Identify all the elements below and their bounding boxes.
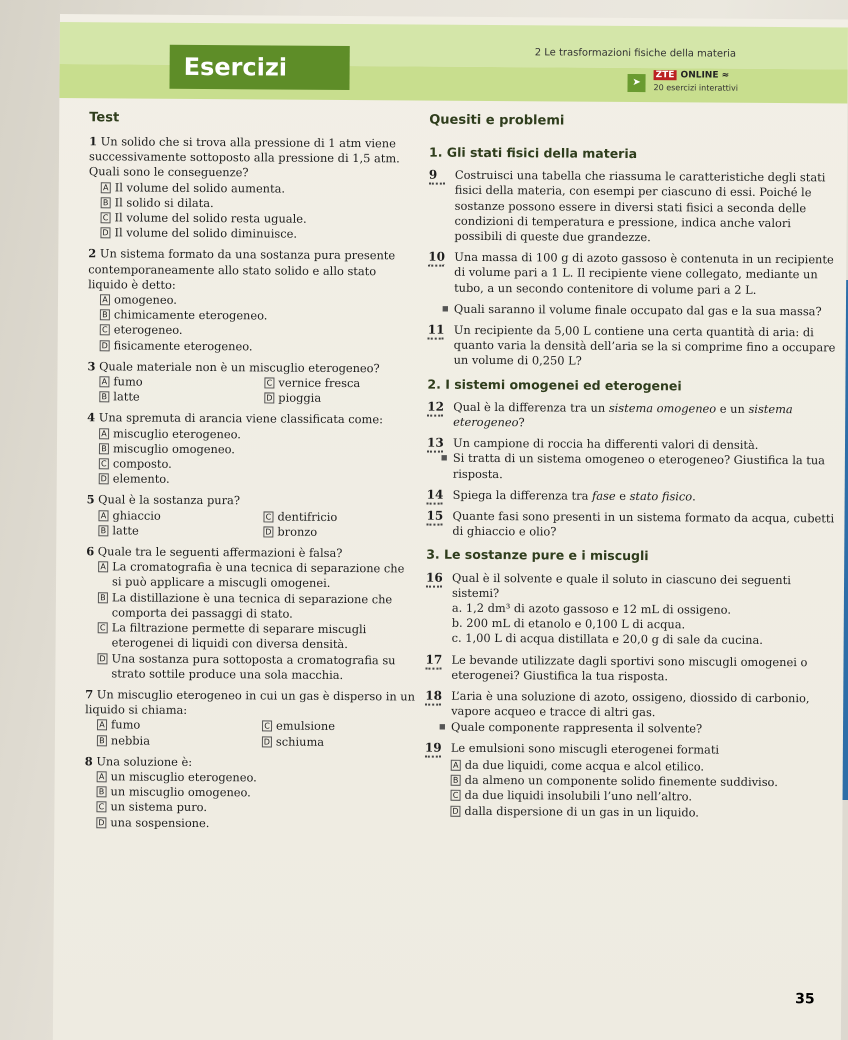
answer-option[interactable] bbox=[262, 734, 415, 750]
question-text: Quale materiale non è un miscuglio eterogeneo? bbox=[99, 359, 380, 376]
text-italic: sistema omogeneo bbox=[608, 400, 717, 416]
option-letter-box: C bbox=[98, 622, 108, 633]
option-label: da almeno un componente solido finemente suddiviso. bbox=[464, 772, 778, 790]
text-part: ? bbox=[518, 415, 525, 430]
option-letter-box: A bbox=[98, 510, 108, 521]
wifi-icon: ≈ bbox=[721, 70, 730, 81]
question-number: 16 bbox=[426, 570, 443, 585]
answer-option[interactable] bbox=[98, 523, 251, 539]
answer-option[interactable] bbox=[96, 815, 414, 832]
option-label: da due liquidi, come acqua e alcol etilico. bbox=[464, 757, 705, 774]
option-letter-box: B bbox=[101, 197, 111, 208]
question-stem bbox=[89, 134, 419, 182]
answer-option[interactable] bbox=[262, 719, 415, 735]
question-9 bbox=[428, 168, 839, 247]
option-letter-box: C bbox=[96, 802, 106, 813]
option-label: fumo bbox=[110, 717, 141, 732]
option-label: vernice fresca bbox=[278, 375, 361, 391]
question-18 bbox=[425, 689, 835, 722]
question-text: Un recipiente da 5,00 L contiene una certa quantità di aria: di quanto varia la densità dell’aria se la si comprime fino a occupare un volume di 0,250 L? bbox=[453, 322, 836, 369]
section-title: Esercizi bbox=[169, 45, 349, 90]
test-question-4 bbox=[87, 411, 418, 489]
question-text: Un solido che si trova alla pressione di 1 atm viene successivamente sottoposto alla pressione di 1,5 atm. Quali sono le conseguenze? bbox=[88, 134, 400, 180]
test-column bbox=[84, 134, 419, 838]
option-label: eterogeneo. bbox=[113, 322, 183, 338]
chapter-title: 2 Le trasformazioni fisiche della materia bbox=[534, 47, 737, 60]
answer-option[interactable] bbox=[450, 803, 834, 821]
question-number: 7 bbox=[85, 687, 94, 702]
question-text: Una massa di 100 g di azoto gassoso è contenuta in un recipiente di volume pari a 1 L. Il recipiente viene collegato, mediante un tubo, a un secondo contenitore di volume pari a 2 L. bbox=[454, 249, 834, 297]
subsection-heading-1: 1. Gli stati fisici della materia bbox=[428, 144, 638, 162]
question-14 bbox=[427, 487, 837, 505]
question-15 bbox=[426, 509, 836, 542]
question-number: 3 bbox=[87, 359, 96, 374]
online-subtitle: 20 esercizi interattivi bbox=[653, 83, 738, 93]
option-letter-box: A bbox=[99, 376, 109, 387]
question-12 bbox=[427, 399, 837, 432]
test-question-3 bbox=[87, 359, 417, 407]
text-part: Spiega la differenza tra bbox=[452, 487, 593, 503]
question-number: 2 bbox=[88, 246, 97, 261]
option-label: fisicamente eterogeneo. bbox=[113, 338, 253, 353]
option-letter-box: B bbox=[97, 735, 107, 746]
question-18-sub: ■ Quale componente rappresenta il solvente? bbox=[425, 719, 835, 737]
question-number: 17 bbox=[425, 652, 443, 667]
option-label: una sospensione. bbox=[110, 814, 210, 830]
option-letter-box: B bbox=[100, 310, 110, 321]
text-italic: stato fisico bbox=[629, 488, 693, 504]
option-label: emulsione bbox=[275, 718, 336, 734]
question-number: 6 bbox=[86, 544, 95, 559]
option-label: pioggia bbox=[278, 390, 322, 406]
answer-option[interactable] bbox=[99, 390, 252, 406]
option-letter-box: D bbox=[102, 228, 109, 238]
question-number: 11 bbox=[427, 322, 445, 337]
option-letter-box: B bbox=[97, 786, 107, 797]
option-label: Il volume del solido aumenta. bbox=[114, 179, 286, 196]
question-number: 8 bbox=[84, 753, 93, 768]
problems-heading: Quesiti e problemi bbox=[429, 112, 565, 129]
test-question-6 bbox=[85, 544, 416, 683]
problems-column bbox=[424, 137, 839, 822]
option-label: La filtrazione permette di separare miscugli eterogenei di liquidi con diversa densità. bbox=[111, 620, 367, 652]
options-row bbox=[86, 523, 416, 541]
question-number: 15 bbox=[426, 508, 444, 523]
option-label: La distillazione è una tecnica di separazione che comporta dei passaggi di stato. bbox=[111, 590, 393, 621]
question-16 bbox=[426, 570, 836, 603]
subsection-heading-2: 2. I sistemi omogenei ed eterogenei bbox=[427, 376, 682, 393]
option-letter-box: A bbox=[97, 771, 107, 782]
option-label: un miscuglio eterogeneo. bbox=[110, 769, 257, 785]
answer-option[interactable] bbox=[263, 524, 416, 540]
option-letter-box: B bbox=[98, 525, 108, 536]
question-text: Le emulsioni sono miscugli eterogenei formati bbox=[450, 740, 720, 757]
subsection-heading-3: 3. Le sostanze pure e i miscugli bbox=[426, 547, 649, 564]
answer-option[interactable] bbox=[264, 375, 417, 391]
question-17 bbox=[425, 652, 835, 685]
question-19 bbox=[425, 740, 835, 758]
online-label: ONLINE bbox=[680, 70, 719, 81]
option-label: Il volume del solido resta uguale. bbox=[114, 210, 307, 226]
question-text: Quale tra le seguenti affermazioni è falsa? bbox=[97, 544, 343, 561]
question-number: 13 bbox=[426, 435, 444, 450]
question-19-options bbox=[424, 757, 834, 821]
question-number: 12 bbox=[427, 399, 445, 414]
option-letter-box: D bbox=[99, 653, 106, 663]
option-letter-box: B bbox=[99, 443, 109, 454]
question-13-sub: ■ Si tratta di un sistema omogeneo o eterogeneo? Giustifica la tua risposta. bbox=[427, 451, 837, 484]
question-text: Un miscuglio eterogeneo in cui un gas è disperso in un liquido si chiama: bbox=[85, 687, 416, 718]
option-letter-box: C bbox=[101, 212, 111, 223]
text-italic: sistema eterogeneo bbox=[453, 401, 793, 430]
option-letter-box: A bbox=[100, 294, 110, 305]
answer-option[interactable] bbox=[97, 718, 250, 734]
page-number: 35 bbox=[795, 991, 815, 1008]
question-16-a: a. 1,2 dm³ di azoto gassoso e 12 mL di ossigeno. bbox=[451, 600, 732, 617]
question-number: 5 bbox=[86, 492, 95, 507]
text-part: e bbox=[615, 488, 630, 503]
cursor-icon: ➤ bbox=[627, 74, 645, 92]
question-number: 9 bbox=[428, 167, 438, 182]
question-text: Una spremuta di arancia viene classificata come: bbox=[98, 410, 383, 427]
options-row bbox=[87, 389, 417, 407]
question-10-sub: ■ Quali saranno il volume finale occupato dal gas e la sua massa? bbox=[428, 301, 838, 319]
option-letter-box: A bbox=[101, 182, 111, 193]
question-number: 4 bbox=[87, 410, 96, 425]
question-number: 1 bbox=[89, 134, 98, 149]
text-italic: fase bbox=[591, 488, 616, 503]
option-label: Una sostanza pura sottoposta a cromatografia su strato sottile produce una sola macchia. bbox=[111, 650, 396, 682]
question-text: Qual è la sostanza pura? bbox=[98, 492, 241, 508]
question-stem bbox=[88, 247, 418, 295]
test-question-1 bbox=[88, 134, 419, 243]
test-question-5 bbox=[86, 493, 416, 541]
answer-option[interactable] bbox=[98, 560, 416, 593]
option-letter-box: A bbox=[97, 720, 107, 731]
option-letter-box: A bbox=[99, 428, 109, 439]
options-row bbox=[85, 733, 415, 751]
option-label: Il volume del solido diminuisce. bbox=[114, 225, 298, 241]
question-16-c: c. 1,00 L di acqua distillata e 20,0 g di sale da cucina. bbox=[451, 631, 763, 648]
answer-option[interactable] bbox=[99, 374, 252, 390]
option-label: composto. bbox=[112, 456, 172, 471]
option-label: Il solido si dilata. bbox=[114, 195, 214, 210]
answer-option[interactable] bbox=[98, 620, 416, 653]
answer-option[interactable] bbox=[264, 391, 417, 407]
option-letter-box: D bbox=[266, 393, 273, 403]
question-16-b: b. 200 mL di etanolo e 0,100 L di acqua. bbox=[451, 616, 686, 632]
option-label: un sistema puro. bbox=[110, 799, 208, 815]
answer-option[interactable] bbox=[97, 651, 415, 684]
option-label: da due liquidi insolubili l’uno nell’altro. bbox=[464, 788, 693, 804]
option-label: miscuglio eterogeneo. bbox=[113, 426, 241, 441]
option-letter-box: C bbox=[264, 377, 274, 388]
test-heading: Test bbox=[89, 110, 120, 126]
option-letter-box: B bbox=[451, 775, 461, 786]
answer-option[interactable] bbox=[100, 226, 418, 243]
text-part: . bbox=[692, 489, 696, 504]
option-letter-box: D bbox=[100, 474, 107, 484]
question-stem bbox=[85, 687, 415, 720]
question-text: Quante fasi sono presenti in un sistema formato da acqua, cubetti di ghiaccio e olio? bbox=[452, 508, 835, 539]
answer-option[interactable] bbox=[100, 338, 418, 355]
option-label: dentifricio bbox=[277, 509, 338, 524]
option-letter-box: C bbox=[451, 790, 461, 801]
option-label: bronzo bbox=[277, 524, 318, 539]
question-text: Un sistema formato da una sostanza pura presente contemporaneamente allo stato solido e allo stato liquido è detto: bbox=[88, 246, 396, 292]
option-label: latte bbox=[112, 523, 139, 538]
option-label: un miscuglio omogeneo. bbox=[110, 784, 251, 800]
answer-option[interactable] bbox=[98, 590, 416, 623]
answer-option[interactable] bbox=[98, 508, 251, 524]
question-number: 19 bbox=[424, 740, 442, 755]
question-number: 18 bbox=[425, 688, 443, 703]
option-letter-box: C bbox=[100, 325, 110, 336]
option-label: chimicamente eterogeneo. bbox=[113, 307, 268, 323]
option-label: elemento. bbox=[112, 471, 170, 487]
question-number: 10 bbox=[428, 249, 446, 264]
option-label: La cromatografia è una tecnica di separazione che si può applicare a miscugli omogenei. bbox=[111, 559, 405, 591]
option-label: fumo bbox=[113, 374, 143, 389]
option-label: ghiaccio bbox=[112, 508, 161, 523]
question-11 bbox=[428, 323, 838, 371]
brand-logo: ZTE bbox=[655, 70, 675, 81]
option-letter-box: B bbox=[98, 592, 108, 603]
question-text: Qual è il solvente e quale il soluto in ciascuno dei seguenti sistemi? bbox=[451, 570, 791, 600]
option-label: miscuglio omogeneo. bbox=[112, 441, 235, 457]
textbook-page bbox=[53, 14, 848, 1040]
option-letter-box: C bbox=[262, 721, 272, 732]
option-letter-box: A bbox=[451, 760, 461, 771]
option-letter-box: B bbox=[99, 392, 109, 403]
option-letter-box: D bbox=[265, 527, 272, 537]
option-label: schiuma bbox=[275, 734, 325, 749]
option-label: latte bbox=[113, 389, 140, 404]
option-label: nebbia bbox=[110, 732, 151, 748]
option-letter-box: C bbox=[263, 511, 273, 522]
option-letter-box: A bbox=[98, 562, 108, 573]
option-letter-box: D bbox=[452, 806, 459, 816]
answer-option[interactable] bbox=[99, 472, 417, 489]
question-text: Un campione di roccia ha differenti valori di densità. bbox=[452, 436, 759, 453]
question-text: Costruisci una tabella che riassuma le caratteristiche degli stati fisici della materia, con esempi per ciascuno di essi. Poiché le sostanze possono essere in diversi stati fisici a seconda delle condizioni di temperatura e pressione, indica anche valori possibili di queste due grandezze. bbox=[454, 167, 826, 245]
text-part: e un bbox=[716, 401, 749, 416]
question-text: L’aria è una soluzione di azoto, ossigeno, diossido di carbonio, vapore acqueo e tracce di altri gas. bbox=[451, 688, 810, 720]
option-letter-box: C bbox=[99, 458, 109, 469]
question-text: Le bevande utilizzate dagli sportivi sono miscugli omogenei o eterogenei? Giustifica la tua risposta. bbox=[451, 652, 808, 684]
question-number: 14 bbox=[426, 487, 444, 502]
test-question-7 bbox=[85, 687, 415, 750]
answer-option[interactable] bbox=[263, 509, 416, 525]
question-10 bbox=[428, 250, 838, 298]
option-label: omogeneo. bbox=[113, 292, 177, 307]
answer-option[interactable] bbox=[97, 733, 250, 749]
option-letter-box: D bbox=[263, 736, 271, 746]
option-label: dalla dispersione di un gas in un liquido. bbox=[464, 803, 699, 819]
option-letter-box: D bbox=[101, 340, 108, 350]
question-text: Una soluzione è: bbox=[96, 753, 193, 769]
text-part: Qual è la differenza tra un bbox=[453, 399, 609, 415]
test-question-8 bbox=[84, 754, 415, 832]
test-question-2 bbox=[88, 247, 419, 356]
option-letter-box: D bbox=[98, 817, 105, 827]
online-exercises-badge[interactable] bbox=[627, 70, 757, 97]
